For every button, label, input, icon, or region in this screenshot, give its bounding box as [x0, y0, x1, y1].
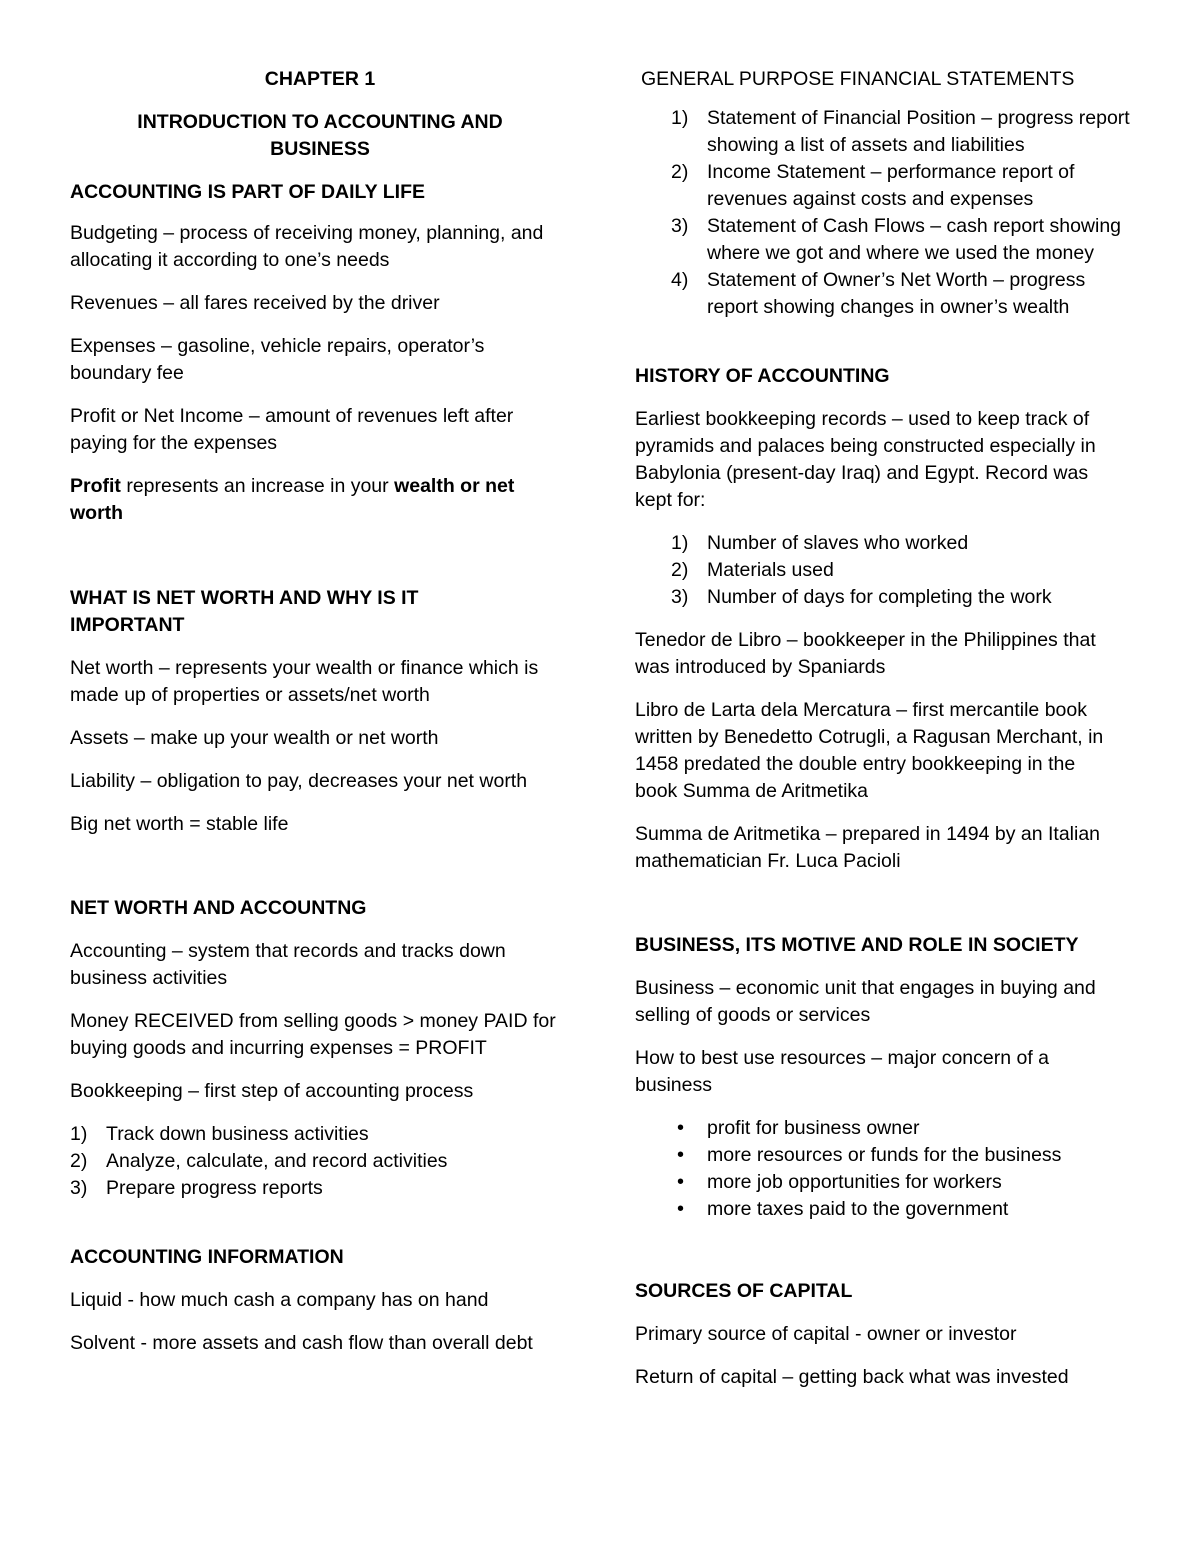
heading-business: BUSINESS, ITS MOTIVE AND ROLE IN SOCIETY: [635, 934, 1079, 956]
para-money-received: Money RECEIVED from selling goods > money PAID for buying goods and incurring expenses = PROFIT: [70, 1010, 556, 1059]
para-return-capital: Return of capital – getting back what was invested: [635, 1366, 1069, 1388]
list-item: 2) Analyze, calculate, and record activities: [70, 1150, 448, 1172]
bookkeeping-steps: [70, 1121, 570, 1202]
list-item: 1) Statement of Financial Position – progress report showing a list of assets and liabilities: [671, 107, 1130, 156]
list-item: 4) Statement of Owner’s Net Worth – progress report showing changes in owner’s wealth: [671, 269, 1086, 318]
list-item: 1) Track down business activities: [70, 1123, 369, 1145]
right-column: [635, 66, 1135, 1407]
chapter-title: INTRODUCTION TO ACCOUNTING AND BUSINESS: [137, 111, 503, 160]
para-budgeting: Budgeting – process of receiving money, planning, and allocating it according to one’s needs: [70, 222, 544, 271]
list-item: 3) Statement of Cash Flows – cash report showing where we got and where we used the money: [671, 215, 1122, 264]
para-assets: Assets – make up your wealth or net worth: [70, 727, 439, 749]
para-profit-definition: Profit or Net Income – amount of revenues left after paying for the expenses: [70, 405, 514, 454]
para-resources: How to best use resources – major concern of a business: [635, 1047, 1050, 1096]
para-liability: Liability – obligation to pay, decreases your net worth: [70, 770, 528, 792]
para-expenses: Expenses – gasoline, vehicle repairs, operator’s boundary fee: [70, 335, 485, 384]
left-column: [70, 66, 570, 1373]
para-bookkeeping: Bookkeeping – first step of accounting process: [70, 1080, 474, 1102]
heading-gpfs: GENERAL PURPOSE FINANCIAL STATEMENTS: [641, 68, 1075, 90]
records-list: [671, 530, 1135, 611]
business-bullets: [671, 1115, 1135, 1223]
para-net-worth: Net worth – represents your wealth or finance which is made up of properties or assets/net worth: [70, 657, 539, 706]
list-item: • more job opportunities for workers: [677, 1171, 1002, 1193]
para-profit-wealth: [70, 473, 570, 527]
heading-accounting-information: ACCOUNTING INFORMATION: [70, 1246, 344, 1268]
para-business: Business – economic unit that engages in buying and selling of goods or services: [635, 977, 1096, 1026]
heading-net-worth-accounting: NET WORTH AND ACCOUNTNG: [70, 897, 367, 919]
heading-sources-capital: SOURCES OF CAPITAL: [635, 1280, 853, 1302]
list-item: 2) Materials used: [671, 559, 834, 581]
para-revenues: Revenues – all fares received by the driver: [70, 292, 440, 314]
bold-profit: Profit: [70, 475, 121, 497]
bold-wealth: wealth or net worth: [70, 475, 515, 524]
para-libro: Libro de Larta dela Mercatura – first mercantile book written by Benedetto Cotrugli, a Ragusan Merchant, in 1458 predated the double entry bookkeeping in the book Summa de Aritmetika: [635, 699, 1104, 802]
list-item: 1) Number of slaves who worked: [671, 532, 969, 554]
chapter-number: CHAPTER 1: [264, 68, 376, 90]
list-item: 2) Income Statement – performance report of revenues against costs and expenses: [671, 161, 1075, 210]
profit-middle-text: represents an increase in your: [120, 475, 395, 497]
para-tenedor: Tenedor de Libro – bookkeeper in the Philippines that was introduced by Spaniards: [635, 629, 1096, 678]
financial-statements-list: [671, 105, 1135, 321]
list-item: 3) Prepare progress reports: [70, 1177, 323, 1199]
heading-daily-life: ACCOUNTING IS PART OF DAILY LIFE: [70, 181, 425, 203]
para-big-net-worth: Big net worth = stable life: [70, 813, 289, 835]
para-liquid: Liquid - how much cash a company has on hand: [70, 1289, 489, 1311]
list-item: • more taxes paid to the government: [677, 1198, 1009, 1220]
list-item: • profit for business owner: [677, 1117, 920, 1139]
heading-history: HISTORY OF ACCOUNTING: [635, 365, 890, 387]
para-solvent: Solvent - more assets and cash flow than overall debt: [70, 1332, 533, 1354]
list-item: 3) Number of days for completing the work: [671, 586, 1052, 608]
heading-net-worth: WHAT IS NET WORTH AND WHY IS IT IMPORTANT: [70, 587, 419, 636]
para-earliest-records: Earliest bookkeeping records – used to keep track of pyramids and palaces being constructed especially in Babylonia (present-day Iraq) and Egypt. Record was kept for:: [635, 408, 1096, 511]
para-summa: Summa de Aritmetika – prepared in 1494 by an Italian mathematician Fr. Luca Pacioli: [635, 823, 1101, 872]
para-primary-source: Primary source of capital - owner or investor: [635, 1323, 1017, 1345]
para-accounting: Accounting – system that records and tracks down business activities: [70, 940, 506, 989]
list-item: • more resources or funds for the business: [677, 1144, 1062, 1166]
